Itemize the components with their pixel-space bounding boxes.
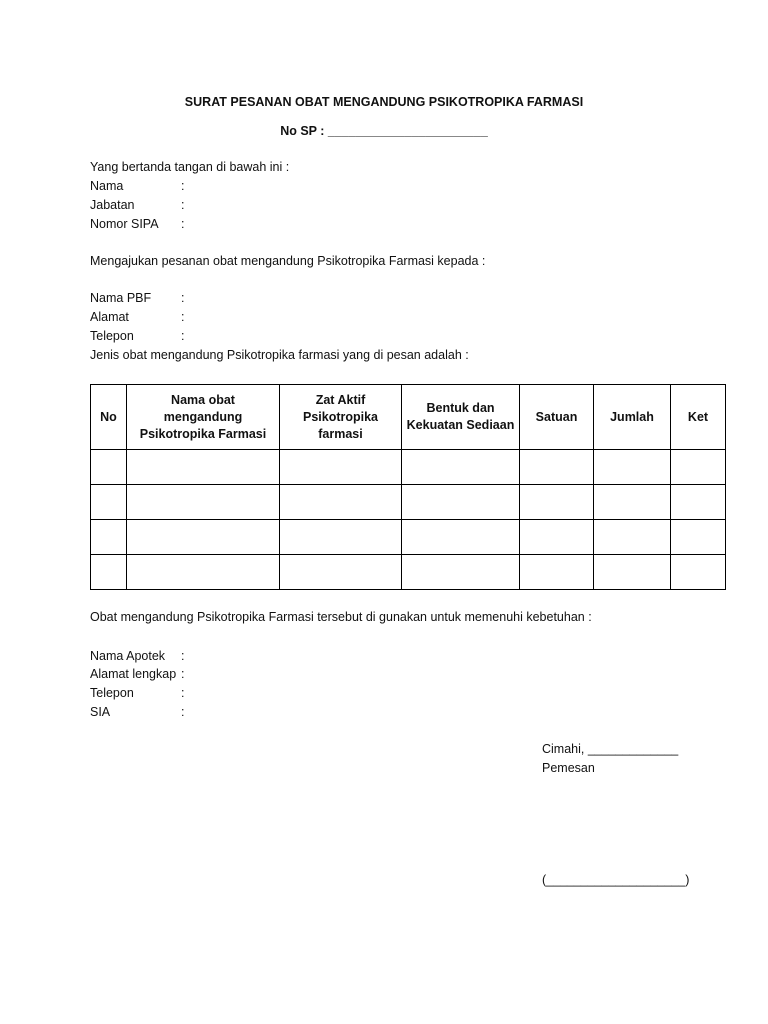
field-label: Nama xyxy=(90,179,124,193)
field-label: Jabatan xyxy=(90,198,135,212)
header-bentuk-kekuatan: Bentuk dan Kekuatan Sediaan xyxy=(402,385,520,450)
request-text: Mengajukan pesanan obat mengandung Psikotropika Farmasi kepada : xyxy=(90,254,486,268)
field-separator: : xyxy=(181,217,185,231)
cell-jumlah[interactable] xyxy=(594,450,671,485)
table-row xyxy=(91,520,726,555)
cell-satuan[interactable] xyxy=(520,450,594,485)
field-label: Alamat xyxy=(90,310,129,324)
field-telepon-apotek xyxy=(90,686,184,700)
table-row xyxy=(91,485,726,520)
field-separator: : xyxy=(181,179,185,193)
cell-jumlah[interactable] xyxy=(594,555,671,590)
field-separator: : xyxy=(181,667,185,681)
table-header-row xyxy=(91,385,726,450)
cell-ket[interactable] xyxy=(671,450,726,485)
no-sp-line: No SP : _______________________ xyxy=(280,124,488,138)
field-sia xyxy=(90,705,184,719)
cell-jumlah[interactable] xyxy=(594,485,671,520)
table-row xyxy=(91,450,726,485)
cell-no[interactable] xyxy=(91,485,127,520)
cell-bentuk-kekuatan[interactable] xyxy=(402,485,520,520)
intro-text: Yang bertanda tangan di bawah ini : xyxy=(90,160,290,174)
signature-name-line: (____________________) xyxy=(542,873,690,887)
cell-zat-aktif[interactable] xyxy=(280,520,402,555)
cell-no[interactable] xyxy=(91,450,127,485)
header-jumlah: Jumlah xyxy=(594,385,671,450)
field-nama-apotek xyxy=(90,649,184,663)
field-label: SIA xyxy=(90,705,111,719)
field-label: Nama PBF xyxy=(90,291,152,305)
cell-nama-obat[interactable] xyxy=(127,485,280,520)
field-label: Alamat lengkap xyxy=(90,667,177,681)
field-label: Telepon xyxy=(90,686,134,700)
field-label: Nama Apotek xyxy=(90,649,166,663)
field-telepon xyxy=(90,329,184,343)
cell-nama-obat[interactable] xyxy=(127,450,280,485)
field-separator: : xyxy=(181,686,185,700)
field-nama xyxy=(90,179,184,193)
field-separator: : xyxy=(181,329,185,343)
field-label: Nomor SIPA xyxy=(90,217,159,231)
cell-zat-aktif[interactable] xyxy=(280,485,402,520)
cell-jumlah[interactable] xyxy=(594,520,671,555)
cell-bentuk-kekuatan[interactable] xyxy=(402,555,520,590)
header-nama-obat: Nama obat mengandung Psikotropika Farmasi xyxy=(127,385,280,450)
cell-nama-obat[interactable] xyxy=(127,555,280,590)
table-row xyxy=(91,555,726,590)
field-jabatan xyxy=(90,198,184,212)
cell-ket[interactable] xyxy=(671,520,726,555)
field-separator: : xyxy=(181,310,185,324)
signature-role: Pemesan xyxy=(542,761,595,775)
cell-zat-aktif[interactable] xyxy=(280,555,402,590)
purpose-text: Obat mengandung Psikotropika Farmasi tersebut di gunakan untuk memenuhi kebetuhan : xyxy=(90,610,592,624)
cell-no[interactable] xyxy=(91,555,127,590)
cell-satuan[interactable] xyxy=(520,485,594,520)
cell-bentuk-kekuatan[interactable] xyxy=(402,450,520,485)
field-label: Telepon xyxy=(90,329,134,343)
header-satuan: Satuan xyxy=(520,385,594,450)
signature-place-date: Cimahi, _____________ xyxy=(542,742,679,756)
cell-no[interactable] xyxy=(91,520,127,555)
field-separator: : xyxy=(181,291,185,305)
header-ket: Ket xyxy=(671,385,726,450)
field-separator: : xyxy=(181,705,185,719)
field-nomor-sipa xyxy=(90,217,184,231)
field-alamat-lengkap xyxy=(90,667,184,681)
header-no: No xyxy=(91,385,127,450)
cell-ket[interactable] xyxy=(671,485,726,520)
order-table xyxy=(90,384,726,590)
document-title: SURAT PESANAN OBAT MENGANDUNG PSIKOTROPIKA FARMASI xyxy=(184,95,584,109)
cell-bentuk-kekuatan[interactable] xyxy=(402,520,520,555)
header-zat-aktif: Zat Aktif Psikotropika farmasi xyxy=(280,385,402,450)
cell-zat-aktif[interactable] xyxy=(280,450,402,485)
cell-ket[interactable] xyxy=(671,555,726,590)
jenis-obat-text: Jenis obat mengandung Psikotropika farmasi yang di pesan adalah : xyxy=(90,348,469,362)
cell-nama-obat[interactable] xyxy=(127,520,280,555)
field-separator: : xyxy=(181,649,185,663)
cell-satuan[interactable] xyxy=(520,555,594,590)
field-alamat xyxy=(90,310,184,324)
field-nama-pbf xyxy=(90,291,184,305)
cell-satuan[interactable] xyxy=(520,520,594,555)
field-separator: : xyxy=(181,198,185,212)
